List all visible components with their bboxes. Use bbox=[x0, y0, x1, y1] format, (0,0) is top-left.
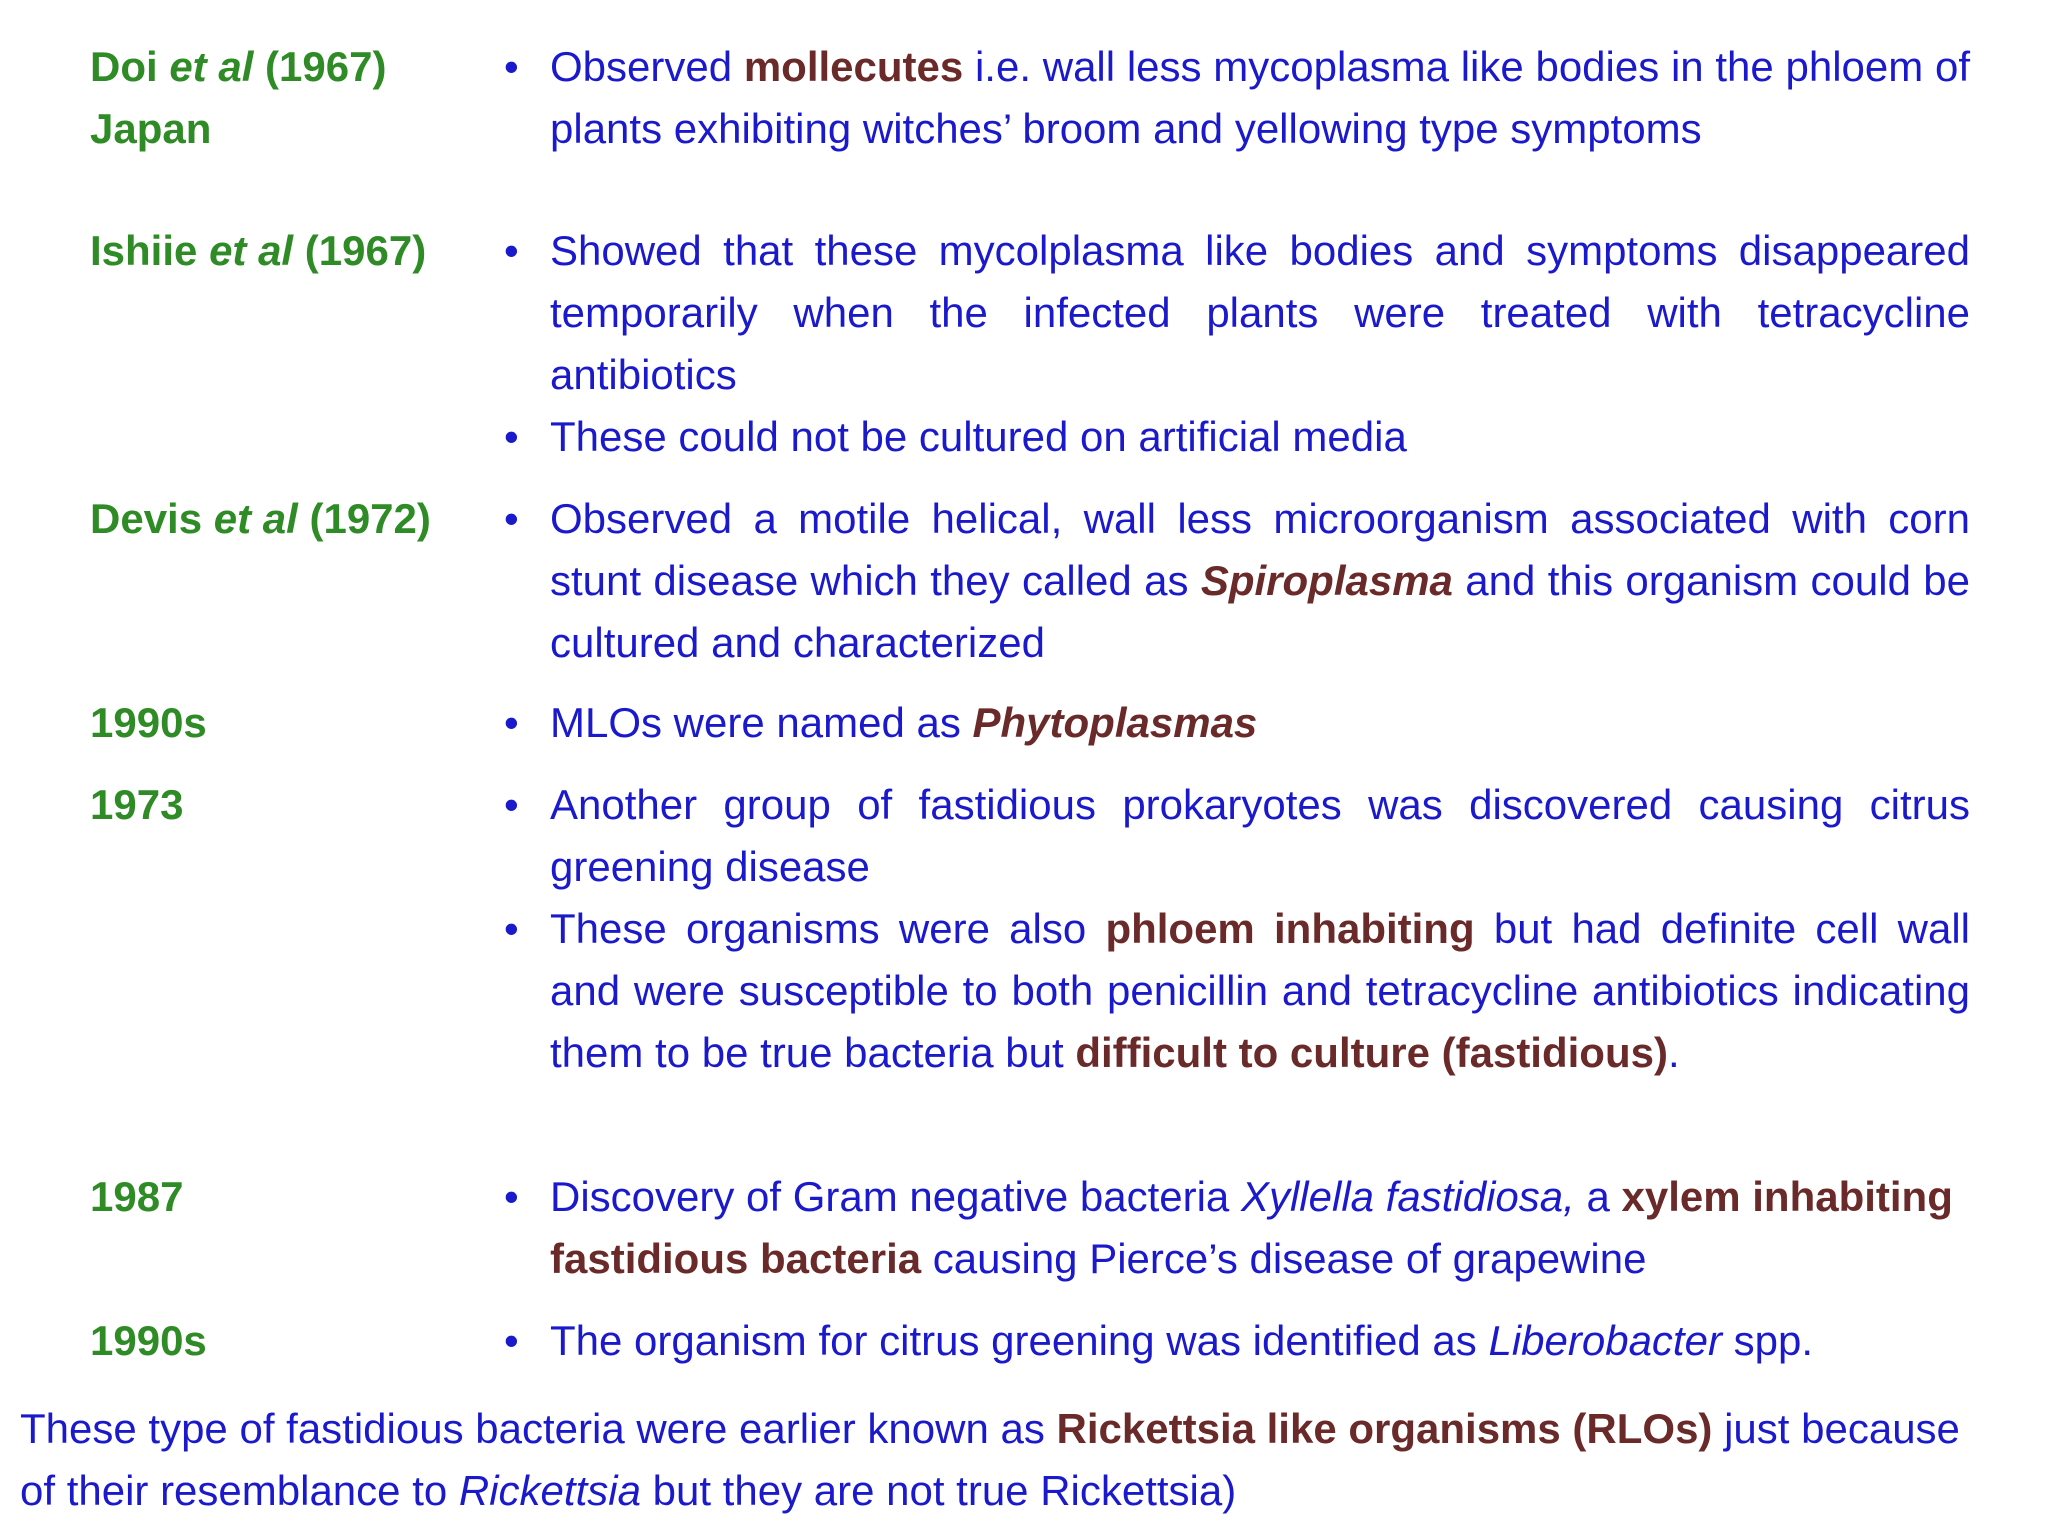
entry-label: 1990s bbox=[90, 699, 207, 746]
bullet-item: • Showed that these mycolplasma like bodies and symptoms disappeared temporarily when the infected plants were treated with tetracycline antibiotics bbox=[500, 220, 1970, 406]
bullet-text: spp. bbox=[1721, 1317, 1814, 1364]
bullet-text: i.e. wall less mycoplasma like bodies in the phloem of plants exhibiting witches’ broom and yellowing type symptoms bbox=[550, 43, 1970, 152]
entry-label: 1990s bbox=[90, 1317, 207, 1364]
place: Japan bbox=[90, 105, 212, 152]
highlight-term: mollecutes bbox=[743, 43, 964, 90]
et-al: et al bbox=[169, 43, 254, 90]
entry-label: 1987 bbox=[90, 1173, 184, 1220]
author-name: Ishiie bbox=[90, 227, 198, 274]
author-name: Doi bbox=[90, 43, 158, 90]
bullet-item: • These could not be cultured on artificial media bbox=[500, 406, 1970, 468]
bullet-item bbox=[500, 36, 1970, 160]
entry-label bbox=[90, 36, 500, 160]
highlight-term: Rickettsia like organisms (RLOs) bbox=[1056, 1405, 1713, 1452]
bullet-list bbox=[500, 488, 1970, 674]
species-name: Rickettsia bbox=[458, 1467, 641, 1514]
bullet-item bbox=[500, 898, 1970, 1084]
footer-text: just because of their resemblance to bbox=[20, 1405, 1960, 1514]
author-name: Devis bbox=[90, 495, 203, 542]
highlight-term: Phytoplasmas bbox=[972, 699, 1258, 746]
footer-text: but they are not true Rickettsia) bbox=[640, 1467, 1237, 1514]
bullet-list bbox=[500, 220, 1970, 468]
highlight-term: xylem inhabiting fastidious bacteria bbox=[550, 1173, 1953, 1282]
footer-text: These type of fastidious bacteria were earlier known as bbox=[20, 1405, 1057, 1452]
bullet-item bbox=[500, 488, 1970, 674]
entry-label bbox=[90, 488, 500, 550]
bullet-list bbox=[500, 692, 1970, 754]
bullet-text: Discovery of Gram negative bacteria bbox=[550, 1173, 1241, 1220]
entry-label: 1973 bbox=[90, 781, 184, 828]
et-al: et al bbox=[213, 495, 298, 542]
bullet-text: but had definite cell wall and were susceptible to both penicillin and tetracycline antibiotics indicating them to be true bacteria but bbox=[550, 905, 1970, 1076]
footer-note bbox=[20, 1398, 1980, 1522]
bullet-item bbox=[500, 1166, 1970, 1290]
species-name: Liberobacter bbox=[1488, 1317, 1722, 1364]
bullet-text: These organisms were also bbox=[550, 905, 1106, 952]
year: (1972) bbox=[309, 495, 431, 542]
et-al: et al bbox=[209, 227, 294, 274]
bullet-list bbox=[500, 1166, 1970, 1290]
bullet-text: Observed bbox=[550, 43, 744, 90]
bullet-item bbox=[500, 692, 1970, 754]
bullet-text: The organism for citrus greening was identified as bbox=[550, 1317, 1489, 1364]
bullet-list bbox=[500, 1310, 1970, 1372]
highlight-term: phloem inhabiting bbox=[1105, 905, 1475, 952]
entry-label bbox=[90, 220, 500, 282]
bullet-text: Observed a motile helical, wall less microorganism associated with corn stunt disease which they called as bbox=[550, 495, 1970, 604]
bullet-text: a bbox=[1574, 1173, 1622, 1220]
species-name: Xyllella fastidiosa, bbox=[1240, 1173, 1575, 1220]
bullet-text: and this organism could be cultured and characterized bbox=[550, 557, 1970, 666]
year: (1967) bbox=[265, 43, 387, 90]
year: (1967) bbox=[304, 227, 427, 274]
highlight-term: Spiroplasma bbox=[1200, 557, 1453, 604]
bullet-text: causing Pierce’s disease of grapewine bbox=[921, 1235, 1647, 1282]
bullet-list bbox=[500, 36, 1970, 160]
bullet-text: . bbox=[1667, 1029, 1680, 1076]
bullet-item bbox=[500, 1310, 1970, 1372]
highlight-term: difficult to culture (fastidious) bbox=[1075, 1029, 1668, 1076]
bullet-list bbox=[500, 774, 1970, 1084]
bullet-text: MLOs were named as bbox=[550, 699, 973, 746]
bullet-item: • Another group of fastidious prokaryotes was discovered causing citrus greening disease bbox=[500, 774, 1970, 898]
